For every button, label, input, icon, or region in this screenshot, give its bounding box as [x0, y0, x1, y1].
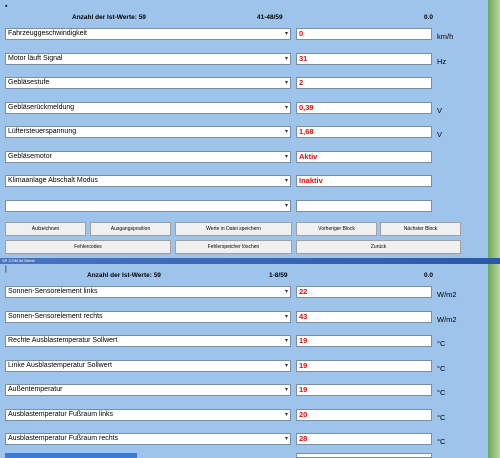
- clear-fault-memory-button[interactable]: Fehlerspeicher löschen: [175, 240, 292, 254]
- dropdown-arrow-icon[interactable]: ▾: [284, 55, 288, 62]
- dropdown-arrow-icon[interactable]: ▾: [284, 31, 288, 37]
- next-block-button[interactable]: Nächster Block: [380, 222, 461, 236]
- measurement-label: Gebläsestufe: [8, 79, 50, 86]
- measurement-unit: °C: [437, 412, 446, 422]
- panel-marker: ▪: [5, 3, 8, 10]
- measurement-value: Inaktiv: [296, 175, 432, 187]
- measurement-select[interactable]: [5, 28, 291, 40]
- value-count-label: Anzahl der Ist-Werte: 59: [87, 272, 161, 279]
- back-button[interactable]: Zurück: [296, 240, 461, 254]
- dropdown-arrow-icon[interactable]: ▾: [284, 411, 288, 418]
- previous-block-button[interactable]: Vorheriger Block: [296, 222, 377, 236]
- value-field: [296, 453, 432, 458]
- measurement-label: Sonnen-Sensorelement rechts: [8, 312, 103, 320]
- row-selector[interactable]: [5, 453, 137, 458]
- measurement-label: Linke Ausblastemperatur Sollwert: [8, 361, 112, 369]
- dropdown-arrow-icon[interactable]: ▾: [284, 178, 288, 184]
- fault-codes-button[interactable]: Fehlercodes: [5, 240, 171, 254]
- measurement-value: Aktiv: [296, 151, 432, 163]
- measurement-select[interactable]: [5, 360, 291, 372]
- dropdown-arrow-icon[interactable]: ▾: [284, 289, 288, 295]
- dropdown-arrow-icon[interactable]: ▾: [284, 362, 288, 369]
- measurement-unit: °C: [437, 388, 446, 397]
- measurement-select[interactable]: [5, 126, 291, 138]
- dropdown-arrow-icon[interactable]: ▾: [284, 104, 288, 111]
- measurement-select[interactable]: [5, 286, 291, 298]
- measurement-label: Fahrzeuggeschwindigkeit: [8, 30, 87, 37]
- measurement-label: Klimaanlage Abschalt Modus: [8, 177, 98, 184]
- measurement-value: 19: [296, 384, 432, 396]
- dropdown-arrow-icon[interactable]: ▾: [284, 436, 288, 442]
- measurement-unit: V: [437, 130, 443, 139]
- measurement-label: Außentemperatur: [8, 386, 63, 393]
- measurement-value: 19: [296, 335, 432, 347]
- measurement-unit: W/m2: [437, 290, 457, 299]
- measurement-unit: °C: [437, 339, 446, 348]
- block-range-label: 1-8/59: [269, 272, 288, 279]
- measurement-value: 28: [296, 433, 432, 445]
- measurement-value: 1,68: [296, 126, 432, 138]
- measurement-select[interactable]: [5, 53, 291, 65]
- measurement-value: 43: [296, 311, 432, 323]
- measurement-select[interactable]: [5, 335, 291, 347]
- dropdown-arrow-icon[interactable]: ▾: [284, 338, 288, 344]
- panel-marker: |: [5, 266, 7, 273]
- measurement-select[interactable]: [5, 200, 291, 212]
- dropdown-arrow-icon[interactable]: ▾: [284, 313, 288, 320]
- measurement-select[interactable]: [5, 175, 291, 187]
- measurement-unit: km/h: [437, 32, 454, 41]
- measurement-select[interactable]: [5, 77, 291, 89]
- measurement-unit: °C: [437, 363, 446, 373]
- measurement-label: Ausblastemperatur Fußraum rechts: [8, 435, 119, 442]
- measurement-label: Gebläserückmeldung: [8, 103, 75, 111]
- measurement-unit: Hz: [437, 56, 447, 66]
- dropdown-arrow-icon[interactable]: ▾: [284, 387, 288, 393]
- measurement-value: 0,39: [296, 102, 432, 114]
- dropdown-arrow-icon[interactable]: ▾: [284, 129, 288, 135]
- measurement-label: Motor läuft Signal: [8, 54, 63, 62]
- window-title: SP-COM ist Werte: [2, 258, 35, 263]
- record-button[interactable]: Aufzeichnen: [5, 222, 86, 236]
- save-values-button[interactable]: Werte in Datei speichern: [175, 222, 292, 236]
- measurement-value: 2: [296, 77, 432, 89]
- timer-label: 0.0: [424, 14, 434, 21]
- measurement-value: 31: [296, 53, 432, 65]
- dropdown-arrow-icon[interactable]: ▾: [284, 202, 288, 209]
- measurement-value: 19: [296, 360, 432, 372]
- live-values-panel-2: [0, 264, 488, 458]
- timer-label: 0.0: [424, 272, 434, 279]
- home-position-button[interactable]: Ausgangsposition: [90, 222, 171, 236]
- measurement-select[interactable]: [5, 311, 291, 323]
- measurement-unit: W/m2: [437, 314, 457, 324]
- value-count-label: Anzahl der Ist-Werte: 59: [72, 14, 146, 21]
- measurement-label: Sonnen-Sensorelement links: [8, 288, 98, 295]
- measurement-unit: V: [437, 105, 443, 115]
- dropdown-arrow-icon[interactable]: ▾: [284, 80, 288, 86]
- measurement-select[interactable]: [5, 409, 291, 421]
- measurement-value: 22: [296, 286, 432, 298]
- measurement-label: Gebläsemotor: [8, 152, 52, 160]
- measurement-select[interactable]: [5, 384, 291, 396]
- measurement-select[interactable]: [5, 433, 291, 445]
- measurement-label: Rechte Ausblastemperatur Sollwert: [8, 337, 118, 344]
- block-range-label: 41-48/59: [257, 14, 283, 21]
- measurement-value: 20: [296, 409, 432, 421]
- measurement-label: Lüftersteuerspannung: [8, 128, 77, 135]
- dropdown-arrow-icon[interactable]: ▾: [284, 153, 288, 160]
- measurement-label: Ausblastemperatur Fußraum links: [8, 410, 114, 418]
- measurement-select[interactable]: [5, 102, 291, 114]
- measurement-value: 0: [296, 28, 432, 40]
- window-edge: [488, 0, 500, 458]
- measurement-select[interactable]: [5, 151, 291, 163]
- measurement-value: [296, 200, 432, 212]
- measurement-unit: °C: [437, 437, 446, 446]
